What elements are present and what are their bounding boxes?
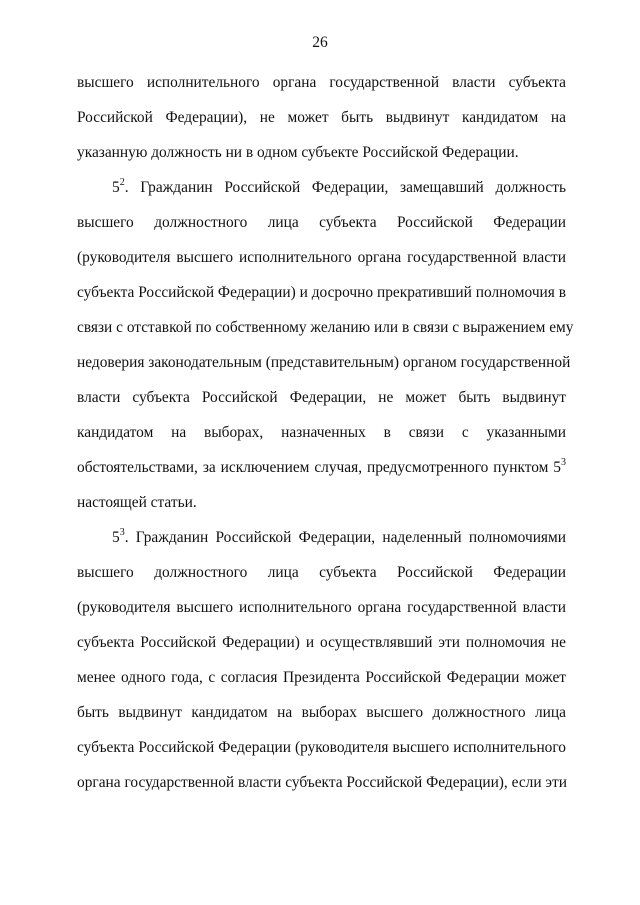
paragraph-5-2-line-3: (руководителя высшего исполнительного органа государственной власти [77, 249, 566, 266]
reference-text: обстоятельствами, за исключением случая, предусмотренного пунктом 5 [77, 459, 561, 476]
paragraph-5-2-line-5: связи с отставкой по собственному желанию или в связи с выражением ему [77, 319, 574, 336]
paragraph-1-line-2: Российской Федерации), не может быть выдвинут кандидатом на [77, 109, 566, 126]
paragraph-5-2-last-line: настоящей статьи. [77, 494, 197, 511]
reference-superscript: 3 [561, 456, 566, 468]
paragraph-5-2-line-2: высшего должностного лица субъекта Российской Федерации [77, 214, 566, 231]
paragraph-5-3-line-6: быть выдвинут кандидатом на выборах высшего должностного лица [77, 704, 566, 721]
clause-text: . Гражданин Российской Федерации, замещавший должность [124, 179, 566, 196]
paragraph-5-3-line-4: субъекта Российской Федерации) и осуществлявший эти полномочия не [77, 634, 566, 651]
page-number: 26 [312, 34, 328, 51]
clause-superscript: 3 [119, 526, 125, 538]
clause-number: 5 [112, 179, 120, 196]
clause-text: . Гражданин Российской Федерации, наделенный полномочиями [124, 529, 566, 546]
paragraph-5-2-line-9 [77, 458, 566, 478]
paragraph-5-3-line-7: субъекта Российской Федерации (руководителя высшего исполнительного [77, 739, 566, 756]
paragraph-5-2-line-8: кандидатом на выборах, назначенных в связи с указанными [77, 424, 566, 441]
paragraph-5-2-line-6: недоверия законодательным (представительным) органом государственной [77, 354, 571, 371]
paragraph-5-2-line-7: власти субъекта Российской Федерации, не может быть выдвинут [77, 389, 566, 406]
paragraph-5-2-first-line [112, 178, 566, 198]
paragraph-5-3-first-line [112, 528, 566, 548]
paragraph-5-3-line-5: менее одного года, с согласия Президента Российской Федерации может [77, 669, 566, 686]
paragraph-5-2-line-4: субъекта Российской Федерации) и досрочно прекративший полномочия в [77, 284, 566, 301]
clause-number: 5 [112, 529, 120, 546]
paragraph-1-line-3: указанную должность ни в одном субъекте Российской Федерации. [77, 144, 519, 161]
paragraph-5-3-line-3: (руководителя высшего исполнительного органа государственной власти [77, 599, 566, 616]
paragraph-5-3-line-2: высшего должностного лица субъекта Российской Федерации [77, 564, 566, 581]
paragraph-1-line-1: высшего исполнительного органа государственной власти субъекта [77, 74, 566, 91]
paragraph-5-3-line-8: органа государственной власти субъекта Российской Федерации), если эти [77, 774, 568, 791]
clause-superscript: 2 [119, 176, 125, 188]
